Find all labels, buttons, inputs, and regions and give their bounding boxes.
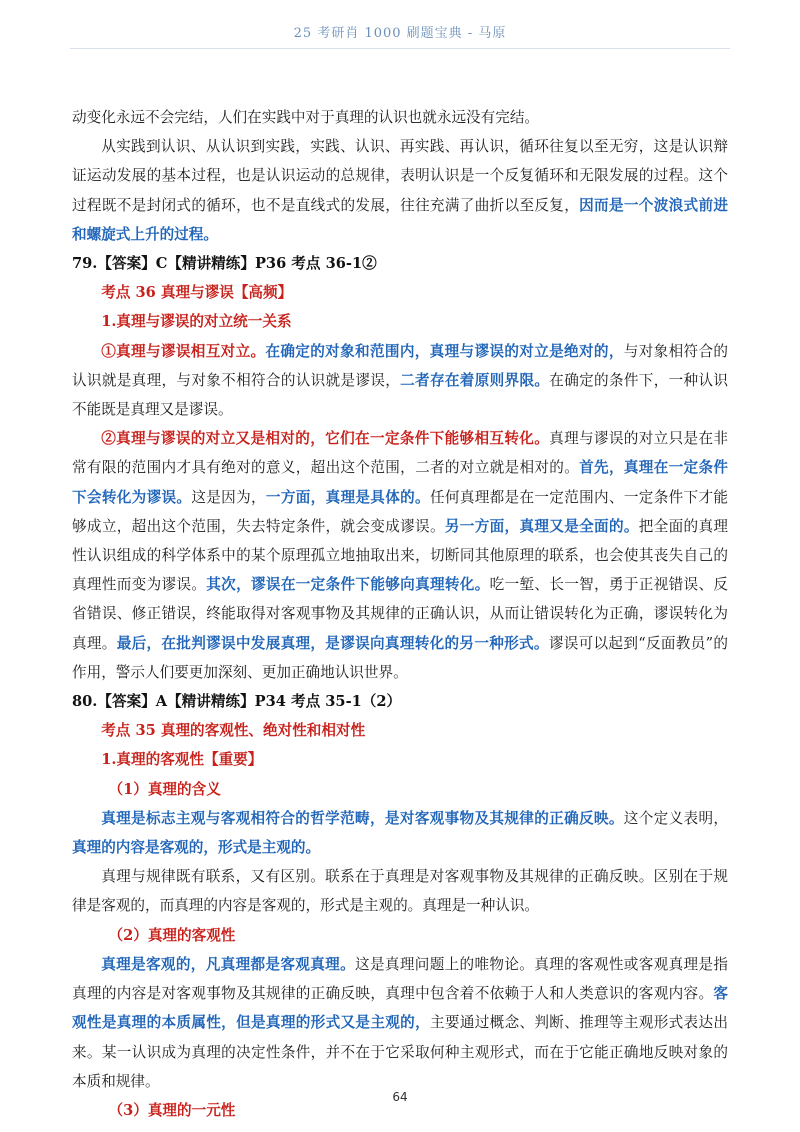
text: 把全面的真理性认识组成的科学体系中的某个原理孤立地抽取出来，切断同其他原理的联系，也会使其丧失自己的真理性而变为谬误。 <box>72 517 728 594</box>
highlight-blue: 首先，真理在一定条件下会转化为谬误。 <box>72 459 728 506</box>
highlight-red: ①真理与谬误相互对立。 <box>101 342 266 360</box>
text: 在确定的条件下，一种认识不能既是真理又是谬误。 <box>72 371 728 419</box>
text: 任何真理都是在一定范围内、一定条件下才能够成立，超出这个范围，失去特定条件，就会变成谬误。 <box>72 488 728 535</box>
text: 真理与谬误的对立只是在非常有限的范围内才具有绝对的意义，超出这个范围，二者的对立就是相对的。 <box>72 430 728 477</box>
subsection-objectivity: （2）真理的客观性 <box>108 926 236 944</box>
paragraph-definition <box>72 804 728 862</box>
text: 这是因为， <box>191 488 266 506</box>
page-content <box>72 103 728 1125</box>
paragraph-practice-cognition <box>72 132 728 249</box>
text: 真理与规律既有联系，又有区别。联系在于真理是对客观事物及其规律的正确反映。区别在于规律是客观的，而真理的内容是客观的，形式是主观的。真理是一种认识。 <box>72 868 728 915</box>
subheading-objectivity: 1.真理的客观性【重要】 <box>101 751 263 769</box>
text: 谬误可以起到“反面教员”的作用，警示人们要更加深刻、更加正确地认识世界。 <box>72 634 728 681</box>
heading-kaodian-36: 考点 36 真理与谬误【高频】 <box>101 284 293 302</box>
paragraph-objective-truth <box>72 950 728 1096</box>
highlight-blue: 一方面，真理是具体的。 <box>265 488 430 506</box>
highlight-blue: 真理是标志主观与客观相符合的哲学范畴，是对客观事物及其规律的正确反映。 <box>101 809 624 827</box>
subsection-monism: （3）真理的一元性 <box>108 1101 236 1119</box>
highlight-blue: 因而是一个波浪式前进和螺旋式上升的过程。 <box>72 196 728 243</box>
header-rule <box>70 48 730 49</box>
page-number: 64 <box>392 1090 408 1104</box>
paragraph-continuation <box>72 103 728 132</box>
subsection-meaning: （1）真理的含义 <box>108 780 221 798</box>
text: 这个定义表明， <box>623 809 728 827</box>
highlight-blue: 在确定的对象和范围内，真理与谬误的对立是绝对的， <box>265 342 624 360</box>
highlight-blue: 真理的内容是客观的，形式是主观的。 <box>72 839 321 857</box>
text: 从实践到认识、从认识到实践，实践、认识、再实践、再认识，循环往复以至无穷，这是认识辩证运动发展的基本过程，也是认识运动的总规律，表明认识是一个反复循环和无限发展的过程。这个过程既不是封闭式的循环，也不是直线式的发展，往往充满了曲折以至反复， <box>72 138 728 214</box>
heading-kaodian-35: 考点 35 真理的客观性、绝对性和相对性 <box>101 722 366 740</box>
highlight-blue: 真理是客观的，凡真理都是客观真理。 <box>101 955 356 973</box>
subheading-truth-error-relation: 1.真理与谬误的对立统一关系 <box>101 313 292 331</box>
answer-79: 79.【答案】C【精讲精练】P36 考点 36-1② <box>72 255 377 273</box>
highlight-red: ②真理与谬误的对立又是相对的，它们在一定条件下能够相互转化。 <box>101 430 550 448</box>
highlight-blue: 客观性是真理的本质属性，但是真理的形式又是主观的， <box>72 985 728 1032</box>
text: 这是真理问题上的唯物论。真理的客观性或客观真理是指真理的内容是对客观事物及其规律的正确反映，真理中包含着不依赖于人和人类意识的客观内容。 <box>72 955 728 1003</box>
highlight-blue: 另一方面，真理又是全面的。 <box>444 517 639 535</box>
text: 吃一堑、长一智，勇于正视错误、反省错误、修正错误，终能取得对客观事物及其规律的正确认识，从而让错误转化为正确，谬误转化为真理。 <box>72 576 728 652</box>
answer-80: 80.【答案】A【精讲精练】P34 考点 35-1（2） <box>72 693 402 711</box>
highlight-blue: 二者存在着原则界限。 <box>400 371 550 389</box>
highlight-blue: 其次，谬误在一定条件下能够向真理转化。 <box>206 576 490 594</box>
paragraph-transformation <box>72 424 728 687</box>
text: 与对象相符合的认识就是真理，与对象不相符合的认识就是谬误， <box>72 342 728 389</box>
text: 动变化永远不会完结，人们在实践中对于真理的认识也就永远没有完结。 <box>72 109 540 126</box>
running-header: 25 考研肖 1000 刷题宝典 - 马原 <box>293 26 507 41</box>
text: 主要通过概念、判断、推理等主观形式表达出来。某一认识成为真理的决定性条件，并不在于它采取何种主观形式，而在于它能正确地反映对象的本质和规律。 <box>72 1014 728 1090</box>
paragraph-truth-law <box>72 862 728 920</box>
highlight-blue: 最后，在批判谬误中发展真理，是谬误向真理转化的另一种形式。 <box>116 634 549 652</box>
paragraph-opposition <box>72 337 728 425</box>
